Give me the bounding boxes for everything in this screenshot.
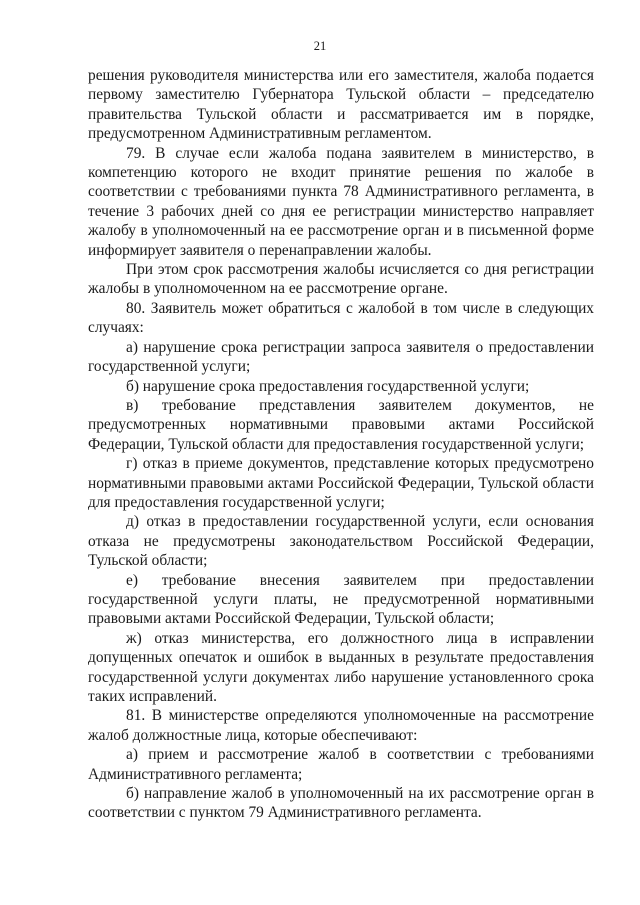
paragraph-continuation: решения руководителя министерства или его заместителя, жалоба подается первому заместителю Губернатора Тульской области – председателю правительства Тульской области и рассматривается им в порядке, предусмотренном Административным регламентом. bbox=[88, 67, 594, 143]
paragraph-81: 81. В министерстве определяются уполномоченные на рассмотрение жалоб должностные лица, которые обеспечивают: bbox=[88, 707, 594, 744]
list-item-80zh: ж) отказ министерства, его должностного лица в исправлении допущенных опечаток и ошибок в выданных в результате предоставления государственной услуги документах либо нарушение установленного срока таких исправлений. bbox=[88, 629, 594, 705]
list-item-80v: в) требование представления заявителем документов, не предусмотренных нормативными правовыми актами Российской Федерации, Тульской области для предоставления государственной услуги; bbox=[88, 396, 594, 453]
list-item-81b: б) направление жалоб в уполномоченный на их рассмотрение орган в соответствии с пунктом 79 Административного регламента. bbox=[88, 785, 594, 822]
document-body bbox=[88, 66, 594, 823]
paragraph-79-term: При этом срок рассмотрения жалобы исчисляется со дня регистрации жалобы в уполномоченном на ее рассмотрение органе. bbox=[88, 261, 594, 298]
list-item-80g: г) отказ в приеме документов, представление которых предусмотрено нормативными правовыми актами Российской Федерации, Тульской области для предоставления государственной услуги; bbox=[88, 455, 594, 511]
list-item-80a: а) нарушение срока регистрации запроса заявителя о предоставлении государственной услуги; bbox=[88, 338, 594, 376]
paragraph-80: 80. Заявитель может обратиться с жалобой в том числе в следующих случаях: bbox=[88, 299, 594, 337]
page-number: 21 bbox=[313, 39, 327, 53]
paragraph-79: 79. В случае если жалоба подана заявителем в министерство, в компетенцию которого не входит принятие решения по жалобе в соответствии с требованиями пункта 78 Административного регламента, в течение 3 рабочих дней со дня ее регистрации министерство направляет жалобу в уполномоченный на ее рассмотрение орган и в письменной форме информирует заявителя о перенаправлении жалобы. bbox=[88, 144, 594, 259]
list-item-80b: б) нарушение срока предоставления государственной услуги; bbox=[126, 377, 530, 395]
list-item-81a: а) прием и рассмотрение жалоб в соответствии с требованиями Административного регламента; bbox=[88, 746, 594, 783]
list-item-80e: е) требование внесения заявителем при предоставлении государственной услуги платы, не предусмотренной нормативными правовыми актами Российской Федерации, Тульской области; bbox=[88, 571, 594, 628]
list-item-80d: д) отказ в предоставлении государственной услуги, если основания отказа не предусмотрены законодательством Российской Федерации, Тульской области; bbox=[88, 513, 594, 570]
